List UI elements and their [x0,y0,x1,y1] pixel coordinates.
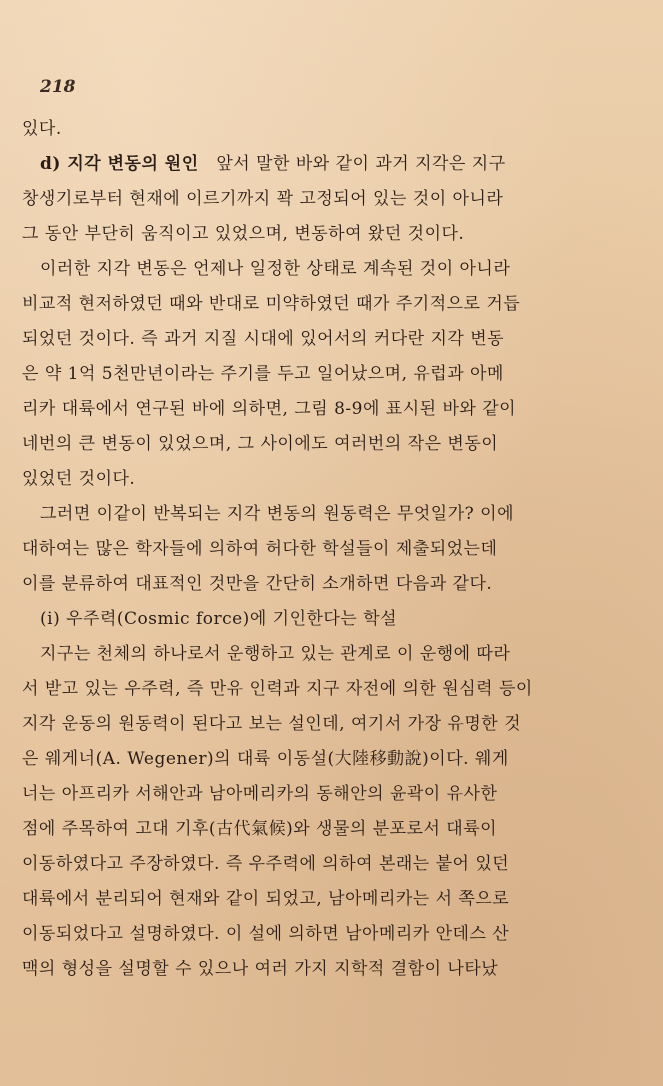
text-line: 은 약 1억 5천만년이라는 주기를 두고 일어났으며, 유럽과 아메 [22,364,504,384]
text-line: 이동하였다고 주장하였다. 즉 우주력에 의하여 본래는 붙어 있던 [22,854,510,874]
section-heading: d) 지각 변동의 원인 [40,154,199,174]
text-line: 서 받고 있는 우주력, 즉 만유 인력과 지구 자전에 의한 원심력 등이 [22,679,533,699]
text-line: 이동되었다고 설명하였다. 이 설에 의하면 남아메리카 안데스 산 [22,924,510,944]
text-line: 맥의 형성을 설명할 수 있으나 여러 가지 지학적 결함이 나타났 [22,959,499,979]
text-line: 점에 주목하여 고대 기후(古代氣候)와 생물의 분포로서 대륙이 [22,819,498,839]
subsection-heading: (i) 우주력(Cosmic force)에 기인한다는 학설 [40,609,398,629]
text-line: 이를 분류하여 대표적인 것만을 간단히 소개하면 다음과 같다. [22,574,493,594]
text-line: 지구는 천체의 하나로서 운행하고 있는 관계로 이 운행에 따라 [40,644,511,664]
text-line: 대하여는 많은 학자들에 의하여 허다한 학설들이 제출되었는데 [22,539,498,559]
section-heading-line [22,147,643,182]
text-line: 너는 아프리카 서해안과 남아메리카의 동해안의 윤곽이 유사한 [22,784,498,804]
text-line: 리카 대륙에서 연구된 바에 의하면, 그림 8-9에 표시된 바와 같이 [22,399,517,419]
text-line: 대륙에서 분리되어 현재와 같이 되었고, 남아메리카는 서 쪽으로 [22,889,510,909]
text-line: 은 웨게너(A. Wegener)의 대륙 이동설(大陸移動說)이다. 웨게 [22,749,509,769]
text-line: 되었던 것이다. 즉 과거 지질 시대에 있어서의 커다란 지각 변동 [22,329,505,349]
page-number: 218 [40,77,76,97]
text-line: 창생기로부터 현재에 이르기까지 꽉 고정되어 있는 것이 아니라 [22,189,504,209]
text-line: 네번의 큰 변동이 있었으며, 그 사이에도 여러번의 작은 변동이 [22,434,499,454]
text-line: 지각 운동의 원동력이 된다고 보는 설인데, 여기서 가장 유명한 것 [22,714,522,734]
text-line: 있다. [22,119,62,139]
text-line: 앞서 말한 바와 같이 과거 지각은 지구 [216,154,506,174]
text-line: 그러면 이같이 반복되는 지각 변동의 원동력은 무엇일가? 이에 [40,504,514,524]
text-line: 있었던 것이다. [22,469,136,489]
text-line: 그 동안 부단히 움직이고 있었으며, 변동하여 왔던 것이다. [22,224,465,244]
text-line: 이러한 지각 변동은 언제나 일정한 상태로 계속된 것이 아니라 [40,259,511,279]
text-line: 비교적 현저하였던 때와 반대로 미약하였던 때가 주기적으로 거듭 [22,294,521,314]
